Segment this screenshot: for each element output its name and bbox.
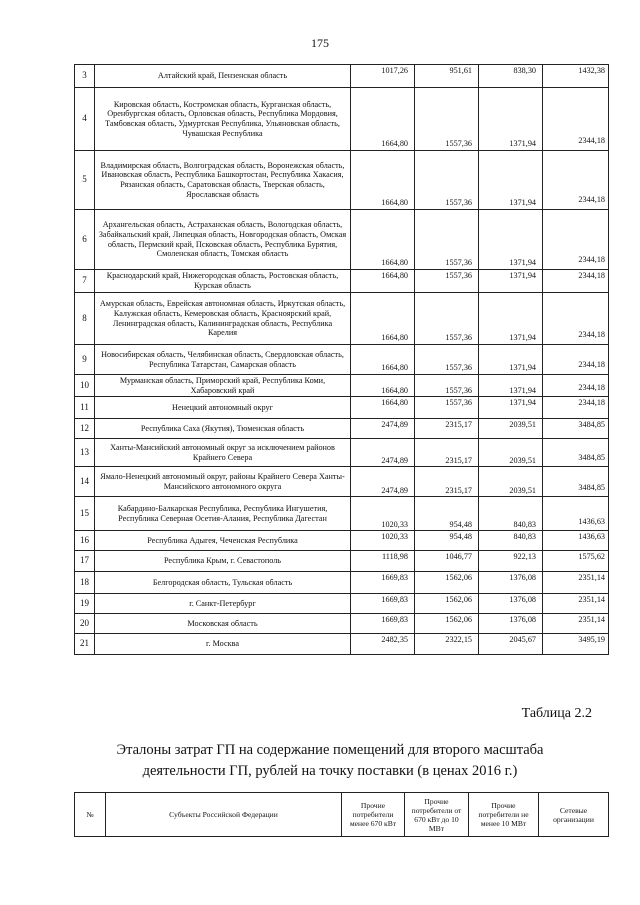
row-value-over-10mw: 1371,94 [479, 151, 543, 210]
row-value-670kw-10mw: 2315,17 [415, 419, 479, 439]
col-header-num: № [75, 793, 106, 837]
row-subject: Белгородская область, Тульская область [95, 572, 351, 594]
row-value-670kw-10mw: 1557,36 [415, 88, 479, 151]
table-row [75, 497, 609, 531]
row-value-over-10mw: 1371,94 [479, 397, 543, 419]
table-row [75, 151, 609, 210]
row-value-over-10mw: 1371,94 [479, 88, 543, 151]
row-value-670kw-10mw: 1557,36 [415, 151, 479, 210]
row-value-over-10mw: 1376,08 [479, 594, 543, 614]
row-number: 11 [75, 397, 95, 419]
row-number: 17 [75, 551, 95, 572]
row-value-network-orgs: 3495,19 [543, 634, 609, 655]
row-value-less-670kw: 1664,80 [351, 345, 415, 375]
col-header-subject: Субъекты Российской Федерации [106, 793, 342, 837]
table-row [75, 293, 609, 345]
row-value-less-670kw: 1020,33 [351, 531, 415, 551]
table-row [75, 88, 609, 151]
table-row [75, 419, 609, 439]
row-number: 16 [75, 531, 95, 551]
row-subject: Ханты-Мансийский автономный округ за исключением районов Крайнего Севера [95, 439, 351, 467]
row-value-670kw-10mw: 954,48 [415, 497, 479, 531]
col-header-less-670kw: Прочие потребители менее 670 кВт [342, 793, 405, 837]
row-value-over-10mw: 840,83 [479, 531, 543, 551]
tariff-table [74, 64, 609, 655]
row-value-less-670kw: 1017,26 [351, 65, 415, 88]
table-2-2-header [74, 792, 609, 837]
row-number: 8 [75, 293, 95, 345]
row-value-network-orgs: 2351,14 [543, 594, 609, 614]
row-subject: Ямало-Ненецкий автономный округ, районы Крайнего Севера Ханты-Мансийского автономного округа [95, 467, 351, 497]
row-value-network-orgs: 1575,62 [543, 551, 609, 572]
row-value-over-10mw: 1376,08 [479, 572, 543, 594]
row-value-network-orgs: 2344,18 [543, 270, 609, 293]
table-row [75, 634, 609, 655]
table-row [75, 551, 609, 572]
row-value-less-670kw: 1020,33 [351, 497, 415, 531]
table-row [75, 594, 609, 614]
row-subject: Краснодарский край, Нижегородская область, Ростовская область, Курская область [95, 270, 351, 293]
row-value-over-10mw: 1376,08 [479, 614, 543, 634]
row-value-network-orgs: 2344,18 [543, 88, 609, 151]
row-number: 9 [75, 345, 95, 375]
row-subject: Республика Крым, г. Севастополь [95, 551, 351, 572]
row-subject: Амурская область, Еврейская автономная область, Иркутская область, Калужская область, Кемеровская область, Красноярский край, Ленинградская область, Калининградская область, Республика Карелия [95, 293, 351, 345]
row-number: 3 [75, 65, 95, 88]
row-value-670kw-10mw: 2322,15 [415, 634, 479, 655]
row-number: 13 [75, 439, 95, 467]
row-number: 12 [75, 419, 95, 439]
row-value-network-orgs: 3484,85 [543, 419, 609, 439]
row-number: 15 [75, 497, 95, 531]
table-row [75, 65, 609, 88]
table-row [75, 375, 609, 397]
row-value-over-10mw: 840,83 [479, 497, 543, 531]
table-row [75, 614, 609, 634]
col-header-network-orgs: Сетевые организации [539, 793, 609, 837]
row-value-network-orgs: 2351,14 [543, 572, 609, 594]
row-value-670kw-10mw: 1562,06 [415, 614, 479, 634]
row-value-less-670kw: 1664,80 [351, 88, 415, 151]
row-value-over-10mw: 1371,94 [479, 375, 543, 397]
row-value-670kw-10mw: 1562,06 [415, 572, 479, 594]
row-value-less-670kw: 2482,35 [351, 634, 415, 655]
row-subject: г. Санкт-Петербург [95, 594, 351, 614]
row-value-network-orgs: 1436,63 [543, 497, 609, 531]
row-value-over-10mw: 2045,67 [479, 634, 543, 655]
row-number: 5 [75, 151, 95, 210]
row-number: 19 [75, 594, 95, 614]
row-value-network-orgs: 2344,18 [543, 210, 609, 270]
row-number: 10 [75, 375, 95, 397]
row-value-less-670kw: 1669,83 [351, 572, 415, 594]
row-value-670kw-10mw: 2315,17 [415, 467, 479, 497]
row-value-network-orgs: 2344,18 [543, 397, 609, 419]
row-subject: Алтайский край, Пензенская область [95, 65, 351, 88]
row-value-670kw-10mw: 1557,36 [415, 345, 479, 375]
row-value-less-670kw: 1664,80 [351, 151, 415, 210]
row-subject: г. Москва [95, 634, 351, 655]
header-row [75, 793, 609, 837]
table-row [75, 210, 609, 270]
col-header-670kw-10mw: Прочие потребители от 670 кВт до 10 МВт [405, 793, 469, 837]
row-subject: Московская область [95, 614, 351, 634]
row-value-less-670kw: 2474,89 [351, 467, 415, 497]
table-row [75, 439, 609, 467]
row-value-670kw-10mw: 1557,36 [415, 397, 479, 419]
table-row [75, 345, 609, 375]
row-number: 18 [75, 572, 95, 594]
row-value-670kw-10mw: 1557,36 [415, 375, 479, 397]
row-value-670kw-10mw: 1557,36 [415, 293, 479, 345]
row-subject: Кировская область, Костромская область, Курганская область, Оренбургская область, Орловская область, Республика Мордовия, Тамбовская область, Удмуртская Республика, Ульяновская область, Чувашская Республика [95, 88, 351, 151]
row-value-670kw-10mw: 1046,77 [415, 551, 479, 572]
row-value-over-10mw: 2039,51 [479, 467, 543, 497]
row-value-670kw-10mw: 951,61 [415, 65, 479, 88]
row-value-over-10mw: 1371,94 [479, 270, 543, 293]
row-value-network-orgs: 2344,18 [543, 345, 609, 375]
row-value-670kw-10mw: 954,48 [415, 531, 479, 551]
row-value-over-10mw: 2039,51 [479, 419, 543, 439]
row-number: 20 [75, 614, 95, 634]
row-value-network-orgs: 1436,63 [543, 531, 609, 551]
row-value-less-670kw: 1664,80 [351, 210, 415, 270]
table-row [75, 467, 609, 497]
row-subject: Архангельская область, Астраханская область, Вологодская область, Забайкальский край, Липецкая область, Новгородская область, Омская область, Пермский край, Псковская область, Республика Бурятия, Смоленская область, Томская область [95, 210, 351, 270]
row-value-over-10mw: 1371,94 [479, 293, 543, 345]
row-value-network-orgs: 2344,18 [543, 151, 609, 210]
row-number: 6 [75, 210, 95, 270]
row-number: 7 [75, 270, 95, 293]
row-value-670kw-10mw: 1562,06 [415, 594, 479, 614]
row-value-less-670kw: 1664,80 [351, 397, 415, 419]
row-value-network-orgs: 3484,85 [543, 439, 609, 467]
row-value-over-10mw: 2039,51 [479, 439, 543, 467]
row-subject: Ненецкий автономный округ [95, 397, 351, 419]
row-value-over-10mw: 922,13 [479, 551, 543, 572]
row-subject: Республика Саха (Якутия), Тюменская область [95, 419, 351, 439]
row-subject: Новосибирская область, Челябинская область, Свердловская область, Республика Татарстан, Самарская область [95, 345, 351, 375]
row-value-less-670kw: 1118,98 [351, 551, 415, 572]
row-value-network-orgs: 2344,18 [543, 375, 609, 397]
tariff-table-body [75, 65, 609, 655]
row-number: 21 [75, 634, 95, 655]
row-value-670kw-10mw: 1557,36 [415, 210, 479, 270]
row-value-670kw-10mw: 2315,17 [415, 439, 479, 467]
page-number: 175 [311, 36, 329, 50]
table-row [75, 397, 609, 419]
row-value-670kw-10mw: 1557,36 [415, 270, 479, 293]
row-value-less-670kw: 1664,80 [351, 270, 415, 293]
row-value-less-670kw: 1664,80 [351, 375, 415, 397]
row-subject: Мурманская область, Приморский край, Республика Коми, Хабаровский край [95, 375, 351, 397]
table-row [75, 531, 609, 551]
row-subject: Владимирская область, Волгоградская область, Воронежская область, Ивановская область, Республика Башкортостан, Республика Хакасия, Рязанская область, Саратовская область, Тверская область, Ярославская область [95, 151, 351, 210]
row-number: 4 [75, 88, 95, 151]
row-value-over-10mw: 838,30 [479, 65, 543, 88]
table-heading: Эталоны затрат ГП на содержание помещений для второго масштаба деятельности ГП, рублей на точку поставки (в ценах 2016 г.) [116, 742, 544, 779]
row-value-network-orgs: 2351,14 [543, 614, 609, 634]
row-value-over-10mw: 1371,94 [479, 345, 543, 375]
row-value-less-670kw: 2474,89 [351, 419, 415, 439]
row-value-less-670kw: 1664,80 [351, 293, 415, 345]
table-row [75, 572, 609, 594]
row-value-network-orgs: 2344,18 [543, 293, 609, 345]
table-caption: Таблица 2.2 [521, 706, 592, 721]
table-row [75, 270, 609, 293]
row-value-less-670kw: 2474,89 [351, 439, 415, 467]
row-subject: Кабардино-Балкарская Республика, Республика Ингушетия, Республика Северная Осетия-Алания, Республика Дагестан [95, 497, 351, 531]
row-value-over-10mw: 1371,94 [479, 210, 543, 270]
row-value-less-670kw: 1669,83 [351, 614, 415, 634]
row-value-less-670kw: 1669,83 [351, 594, 415, 614]
row-number: 14 [75, 467, 95, 497]
col-header-over-10mw: Прочие потребители не менее 10 МВт [469, 793, 539, 837]
row-subject: Республика Адыгея, Чеченская Республика [95, 531, 351, 551]
row-value-network-orgs: 1432,38 [543, 65, 609, 88]
row-value-network-orgs: 3484,85 [543, 467, 609, 497]
